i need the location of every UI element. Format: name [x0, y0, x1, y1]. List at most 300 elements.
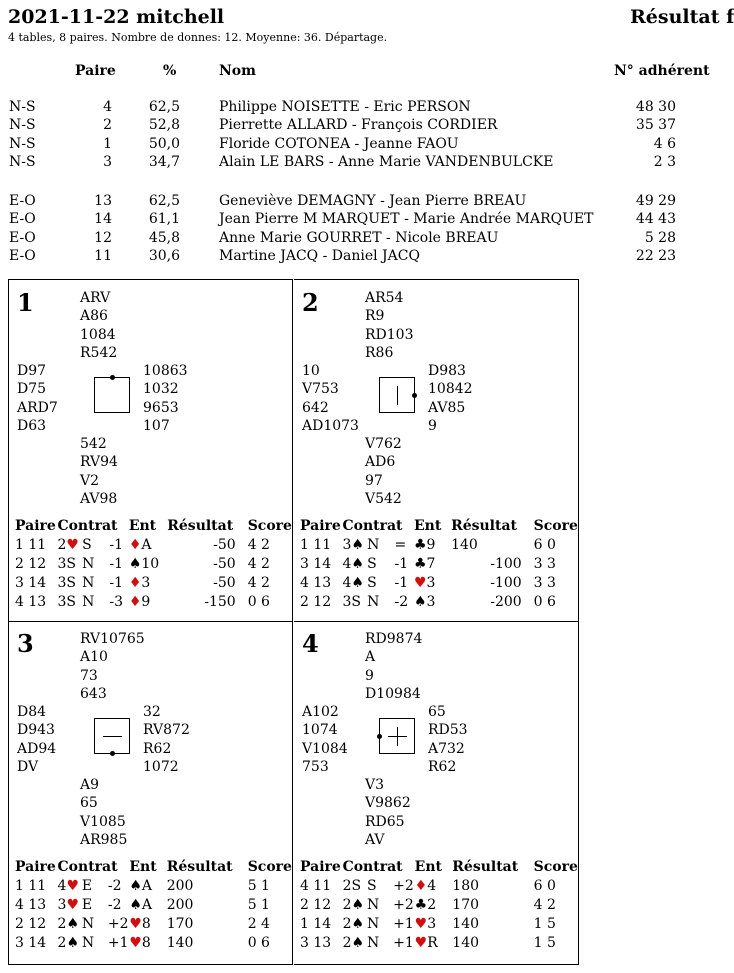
- result-score-ns: [167, 592, 193, 611]
- result-title: Résultat f: [630, 6, 734, 28]
- header-lead: Ent: [413, 517, 442, 534]
- result-declarer: N: [366, 896, 380, 913]
- lead-card: A: [141, 877, 153, 894]
- result-declarer: E: [81, 877, 93, 894]
- result-pairs: 2 12: [300, 896, 332, 913]
- ranking-row: [0, 230, 715, 248]
- contract-level: 4: [342, 574, 352, 591]
- hand-suit-holding: 643: [80, 685, 107, 702]
- north-hand: [365, 630, 422, 703]
- result-score-eo: [201, 933, 248, 952]
- pair-names: Martine JACQ - Daniel JACQ: [219, 247, 420, 264]
- result-score-eo: -50: [213, 555, 236, 572]
- result-lead: [415, 895, 453, 914]
- result-score-ns: [167, 535, 193, 554]
- result-score-ns: [167, 573, 193, 592]
- dealer-vulnerability-indicator: [379, 718, 415, 754]
- contract-level: 3S: [57, 593, 76, 610]
- result-lead: [414, 554, 451, 573]
- result-tricks: -3: [109, 593, 124, 610]
- hand-suit-holding: RD53: [428, 722, 468, 739]
- line-label: N-S: [9, 153, 36, 170]
- result-points: 4 2: [247, 574, 270, 591]
- pair-names: Pierrette ALLARD - François CORDIER: [219, 117, 498, 134]
- south-hand: [365, 776, 411, 849]
- result-points: 3 3: [533, 555, 556, 572]
- result-score-ns: [451, 573, 483, 592]
- board-number: 3: [17, 629, 34, 658]
- header-score: Score: [247, 517, 292, 534]
- result-lead: [415, 914, 453, 933]
- north-hand: [365, 289, 414, 362]
- result-declarer: S: [367, 555, 377, 572]
- pair-percentage: 45,8: [148, 229, 180, 246]
- result-tricks: -1: [394, 574, 409, 591]
- pair-number: 4: [103, 99, 112, 115]
- result-score-ns: [451, 554, 483, 573]
- result-lead: [415, 876, 453, 895]
- result-score-eo: -200: [490, 593, 522, 610]
- west-hand: [17, 362, 58, 435]
- line-label: E-O: [9, 247, 36, 264]
- result-pairs: 4 11: [300, 877, 332, 894]
- result-lead: [414, 573, 451, 592]
- result-points: 0 6: [247, 593, 270, 610]
- result-tricks: -1: [109, 574, 124, 591]
- hand-suit-holding: 97: [365, 472, 383, 489]
- header-result: Résultat: [452, 858, 519, 875]
- contract-level: 2: [342, 896, 352, 913]
- result-score-ns: 200: [166, 896, 194, 913]
- south-hand: [80, 776, 127, 849]
- result-row: [300, 592, 578, 611]
- member-numbers: 2 3: [653, 153, 676, 170]
- result-row: [15, 914, 292, 933]
- result-score-ns: 140: [452, 934, 480, 951]
- result-score-ns: 140: [452, 915, 480, 932]
- contract-suit-icon: ♥: [66, 896, 80, 913]
- subtitle: 4 tables, 8 paires. Nombre de donnes: 12. Moyenne: 36. Départage.: [8, 31, 388, 44]
- hand-suit-holding: 753: [302, 758, 329, 775]
- hand-suit-holding: R62: [428, 758, 457, 775]
- result-score-eo: [201, 895, 248, 914]
- result-pairs: 3 14: [15, 934, 47, 951]
- contract-level: 2S: [342, 877, 362, 894]
- results-table: [15, 516, 292, 611]
- result-lead: [129, 535, 167, 554]
- ns-vulnerable-bar: [397, 386, 398, 405]
- hand-suit-holding: D75: [17, 381, 47, 398]
- lead-suit-icon: ♥: [129, 915, 142, 932]
- result-pairs: 1 11: [15, 877, 47, 894]
- hand-suit-holding: A: [365, 649, 376, 666]
- result-tricks: -1: [109, 555, 124, 572]
- lead-card: 3: [426, 593, 436, 610]
- result-score-ns: [451, 592, 483, 611]
- board-number: 4: [302, 629, 319, 658]
- pair-percentage: 62,5: [148, 99, 180, 115]
- hand-suit-holding: DV: [17, 758, 39, 775]
- hand-suit-holding: RV872: [143, 722, 190, 739]
- header-lead: Ent: [129, 858, 157, 875]
- result-score-eo: -150: [204, 593, 236, 610]
- pair-percentage: 50,0: [148, 135, 180, 152]
- pair-percentage: 61,1: [148, 211, 180, 228]
- header-contract: Contrat: [342, 858, 403, 875]
- hand-suit-holding: 9: [428, 417, 437, 434]
- header-contract: Contrat: [342, 517, 403, 534]
- west-hand: [302, 703, 348, 776]
- hand-suit-holding: V3: [365, 777, 385, 793]
- result-tricks: -2: [394, 593, 409, 610]
- result-lead: [129, 895, 166, 914]
- result-score-eo: [483, 535, 534, 554]
- board-1: [8, 279, 293, 622]
- contract-level: 3S: [57, 555, 76, 572]
- lead-suit-icon: ♦: [128, 574, 142, 591]
- result-score-eo: -50: [213, 574, 236, 591]
- pair-number: 2: [103, 117, 112, 134]
- dealer-dot-icon: [377, 734, 382, 739]
- result-score-ns: 140: [451, 536, 478, 553]
- pair-number: 13: [94, 193, 112, 209]
- result-declarer: N: [366, 934, 380, 951]
- result-declarer: S: [82, 536, 92, 553]
- pair-number: 3: [103, 153, 112, 170]
- lead-card: R: [427, 934, 438, 951]
- result-score-eo: [201, 876, 248, 895]
- hand-suit-holding: D943: [17, 722, 55, 739]
- lead-suit-icon: ♠: [129, 877, 142, 894]
- result-tricks: -1: [109, 536, 124, 553]
- hand-suit-holding: A102: [302, 704, 339, 720]
- lead-card: A: [141, 536, 152, 553]
- result-declarer: S: [366, 877, 377, 894]
- header-result: Résultat: [451, 517, 517, 534]
- result-points: 0 6: [533, 593, 556, 610]
- hand-suit-holding: 642: [302, 399, 329, 416]
- results-header-row: [300, 516, 578, 535]
- east-hand: [143, 362, 188, 435]
- result-score-eo: [486, 914, 534, 933]
- result-row: [300, 535, 578, 554]
- result-contract: [342, 535, 367, 554]
- result-contract: [342, 592, 367, 611]
- member-numbers: 44 43: [635, 211, 676, 228]
- lead-suit-icon: ♠: [129, 896, 142, 913]
- contract-suit-icon: ♠: [351, 896, 365, 913]
- result-pairs: 2 12: [15, 555, 47, 572]
- lead-card: 8: [141, 915, 151, 932]
- result-score-eo: -100: [490, 555, 522, 572]
- result-pairs: 3 13: [300, 934, 332, 951]
- result-pairs: 3 14: [15, 574, 47, 591]
- col-header-member: N° adhérent: [614, 63, 710, 79]
- hand-suit-holding: A9: [80, 777, 100, 793]
- header-lead: Ent: [128, 517, 157, 534]
- contract-suit-icon: ♠: [351, 574, 364, 591]
- hand-suit-holding: AD94: [17, 740, 57, 757]
- result-score-eo: [486, 895, 534, 914]
- hand-suit-holding: D983: [428, 363, 466, 379]
- contract-suit-icon: ♠: [66, 934, 80, 951]
- result-pairs: 1 14: [300, 915, 332, 932]
- header-pair: Paire: [15, 517, 56, 534]
- hand-suit-holding: 9653: [143, 399, 179, 416]
- lead-card: 3: [141, 574, 151, 591]
- hand-suit-holding: RD9874: [365, 631, 423, 647]
- result-row: [15, 554, 292, 573]
- result-tricks: +1: [393, 915, 414, 932]
- contract-suit-icon: ♠: [66, 915, 80, 932]
- result-declarer: N: [366, 915, 380, 932]
- header-pair: Paire: [300, 517, 341, 534]
- line-label: E-O: [9, 229, 36, 246]
- hand-suit-holding: AD1073: [302, 417, 359, 434]
- col-header-pct: %: [163, 63, 177, 79]
- page-title: 2021-11-22 mitchell: [8, 6, 225, 28]
- hand-suit-holding: D10984: [365, 685, 421, 702]
- dealer-dot-icon: [412, 393, 417, 398]
- hand-suit-holding: 10842: [428, 381, 473, 398]
- lead-card: 10: [141, 555, 160, 572]
- result-score-ns: 140: [166, 934, 194, 951]
- header-score: Score: [247, 858, 292, 875]
- header-pair: Paire: [15, 858, 56, 875]
- result-tricks: +2: [107, 915, 129, 932]
- lead-suit-icon: ♥: [414, 934, 428, 951]
- contract-level: 3: [342, 536, 352, 553]
- result-points: 2 4: [247, 915, 270, 932]
- pair-names: Jean Pierre M MARQUET - Marie Andrée MARQUET: [219, 211, 594, 228]
- contract-suit-icon: ♥: [66, 877, 80, 894]
- result-contract: [58, 933, 82, 952]
- hand-suit-holding: ARV: [80, 290, 111, 306]
- hand-suit-holding: A732: [428, 740, 465, 757]
- header-contract: Contrat: [57, 517, 118, 534]
- ranking-row: [0, 117, 715, 135]
- result-points: 1 5: [533, 915, 556, 932]
- result-points: 0 6: [247, 934, 270, 951]
- header-result: Résultat: [166, 858, 233, 875]
- hand-suit-holding: ARD7: [17, 399, 58, 416]
- results-header-row: [300, 857, 578, 876]
- result-row: [15, 592, 292, 611]
- result-row: [15, 876, 292, 895]
- hand-suit-holding: V753: [302, 381, 339, 398]
- member-numbers: 22 23: [635, 247, 676, 264]
- hand-suit-holding: D63: [17, 417, 47, 434]
- results-header-row: [15, 857, 292, 876]
- dealer-vulnerability-indicator: [379, 377, 415, 413]
- board-number: 2: [302, 288, 319, 317]
- result-score-ns: [167, 554, 193, 573]
- north-hand: [80, 630, 145, 703]
- results-header-row: [15, 516, 292, 535]
- hand-suit-holding: V762: [365, 436, 402, 452]
- hand-suit-holding: AR985: [80, 831, 128, 848]
- result-pairs: 4 13: [15, 896, 47, 913]
- result-lead: [129, 554, 167, 573]
- line-label: N-S: [9, 99, 36, 115]
- west-hand: [17, 703, 56, 776]
- result-lead: [129, 573, 167, 592]
- hand-suit-holding: R86: [365, 344, 394, 361]
- hand-suit-holding: A86: [80, 308, 108, 325]
- lead-suit-icon: ♥: [413, 574, 427, 591]
- result-score-ns: 170: [452, 896, 480, 913]
- hand-suit-holding: 9: [365, 667, 374, 684]
- result-contract: [58, 895, 82, 914]
- lead-card: 4: [427, 877, 437, 894]
- lead-suit-icon: ♣: [413, 536, 427, 553]
- contract-suit-icon: ♠: [351, 915, 365, 932]
- pair-percentage: 30,6: [148, 247, 180, 264]
- result-lead: [129, 876, 166, 895]
- hand-suit-holding: RV94: [80, 454, 118, 471]
- east-hand: [428, 703, 468, 776]
- pair-names: Alain LE BARS - Anne Marie VANDENBULCKE: [219, 153, 554, 170]
- lead-suit-icon: ♣: [414, 896, 428, 913]
- pair-number: 12: [94, 229, 112, 246]
- lead-card: 8: [141, 934, 151, 951]
- lead-card: A: [141, 896, 153, 913]
- results-table: [15, 857, 292, 952]
- hand-suit-holding: V9862: [365, 795, 411, 812]
- result-row: [300, 573, 578, 592]
- hand-suit-holding: 32: [143, 704, 161, 720]
- result-tricks: +1: [393, 934, 414, 951]
- ranking-row: [0, 99, 715, 117]
- result-pairs: 3 14: [300, 555, 332, 572]
- hand-suit-holding: RD65: [365, 813, 405, 830]
- result-row: [15, 895, 292, 914]
- result-lead: [414, 535, 451, 554]
- result-lead: [129, 933, 166, 952]
- member-numbers: 5 28: [644, 229, 676, 246]
- result-pairs: 2 12: [15, 915, 47, 932]
- result-points: 4 2: [247, 536, 270, 553]
- pair-number: 14: [94, 211, 112, 228]
- result-score-eo: [201, 914, 248, 933]
- result-contract: [342, 554, 367, 573]
- pair-names: Philippe NOISETTE - Eric PERSON: [219, 99, 471, 115]
- hand-suit-holding: 1072: [143, 758, 179, 775]
- pair-percentage: 52,8: [148, 117, 180, 134]
- result-row: [300, 933, 578, 952]
- contract-level: 3: [57, 896, 67, 913]
- north-hand: [80, 289, 117, 362]
- board-2: [294, 279, 579, 622]
- header-pair: Paire: [300, 858, 341, 875]
- header-result: Résultat: [167, 517, 234, 534]
- hand-suit-holding: 1084: [80, 326, 116, 343]
- lead-suit-icon: ♦: [128, 593, 142, 610]
- hand-suit-holding: V1085: [80, 813, 126, 830]
- lead-suit-icon: ♦: [128, 536, 142, 553]
- result-score-eo: [486, 876, 534, 895]
- result-score-ns: 180: [452, 877, 480, 894]
- contract-level: 2: [342, 915, 352, 932]
- contract-level: 4: [57, 877, 67, 894]
- header-lead: Ent: [414, 858, 442, 875]
- result-row: [15, 573, 292, 592]
- hand-suit-holding: V2: [80, 472, 100, 489]
- hand-suit-holding: R9: [365, 308, 385, 325]
- contract-level: 2: [57, 915, 67, 932]
- result-points: 4 2: [247, 555, 270, 572]
- hand-suit-holding: 73: [80, 667, 98, 684]
- contract-suit-icon: ♠: [351, 536, 364, 553]
- hand-suit-holding: 1032: [143, 381, 179, 398]
- hand-suit-holding: AD6: [365, 454, 396, 471]
- result-pairs: 1 11: [15, 536, 47, 553]
- pair-percentage: 34,7: [148, 153, 180, 170]
- lead-suit-icon: ♥: [414, 915, 428, 932]
- line-label: N-S: [9, 117, 36, 134]
- header-score: Score: [533, 517, 578, 534]
- result-contract: [343, 895, 367, 914]
- results-table: [300, 516, 578, 611]
- result-row: [300, 914, 578, 933]
- pair-names: Geneviève DEMAGNY - Jean Pierre BREAU: [219, 193, 527, 209]
- result-row: [15, 933, 292, 952]
- hand-suit-holding: AV98: [80, 490, 118, 507]
- member-numbers: 48 30: [635, 99, 676, 115]
- eo-vulnerable-bar: [388, 736, 407, 737]
- contract-level: 3S: [57, 574, 76, 591]
- result-row: [300, 895, 578, 914]
- result-tricks: +2: [393, 896, 414, 913]
- result-tricks: -2: [107, 877, 122, 894]
- result-declarer: N: [82, 593, 95, 610]
- result-lead: [129, 914, 166, 933]
- ranking-row: [0, 154, 715, 172]
- result-declarer: N: [367, 536, 380, 553]
- ranking-row: [0, 136, 715, 154]
- pair-number: 1: [103, 135, 112, 152]
- hand-suit-holding: RD103: [365, 326, 414, 343]
- hand-suit-holding: V1084: [302, 740, 348, 757]
- result-score-ns: 200: [166, 877, 194, 894]
- hand-suit-holding: 65: [80, 795, 98, 812]
- result-contract: [57, 535, 82, 554]
- result-declarer: N: [82, 574, 95, 591]
- lead-suit-icon: ♠: [128, 555, 142, 572]
- result-contract: [58, 914, 82, 933]
- hand-suit-holding: 10863: [143, 363, 188, 379]
- result-contract: [343, 914, 367, 933]
- result-points: 6 0: [533, 536, 556, 553]
- lead-card: 3: [426, 574, 436, 591]
- hand-suit-holding: D84: [17, 704, 47, 720]
- result-points: 1 5: [533, 934, 556, 951]
- result-pairs: 2 12: [300, 593, 332, 610]
- lead-card: 2: [427, 896, 437, 913]
- contract-level: 2: [342, 934, 352, 951]
- east-hand: [143, 703, 190, 776]
- result-contract: [343, 933, 367, 952]
- eo-vulnerable-bar: [103, 736, 122, 737]
- hand-suit-holding: R62: [143, 740, 172, 757]
- result-contract: [343, 876, 367, 895]
- hand-suit-holding: R542: [80, 344, 118, 361]
- result-tricks: =: [394, 536, 407, 553]
- dealer-vulnerability-indicator: [94, 718, 130, 754]
- lead-card: 3: [427, 915, 437, 932]
- member-numbers: 35 37: [635, 117, 676, 134]
- pair-names: Anne Marie GOURRET - Nicole BREAU: [219, 229, 499, 246]
